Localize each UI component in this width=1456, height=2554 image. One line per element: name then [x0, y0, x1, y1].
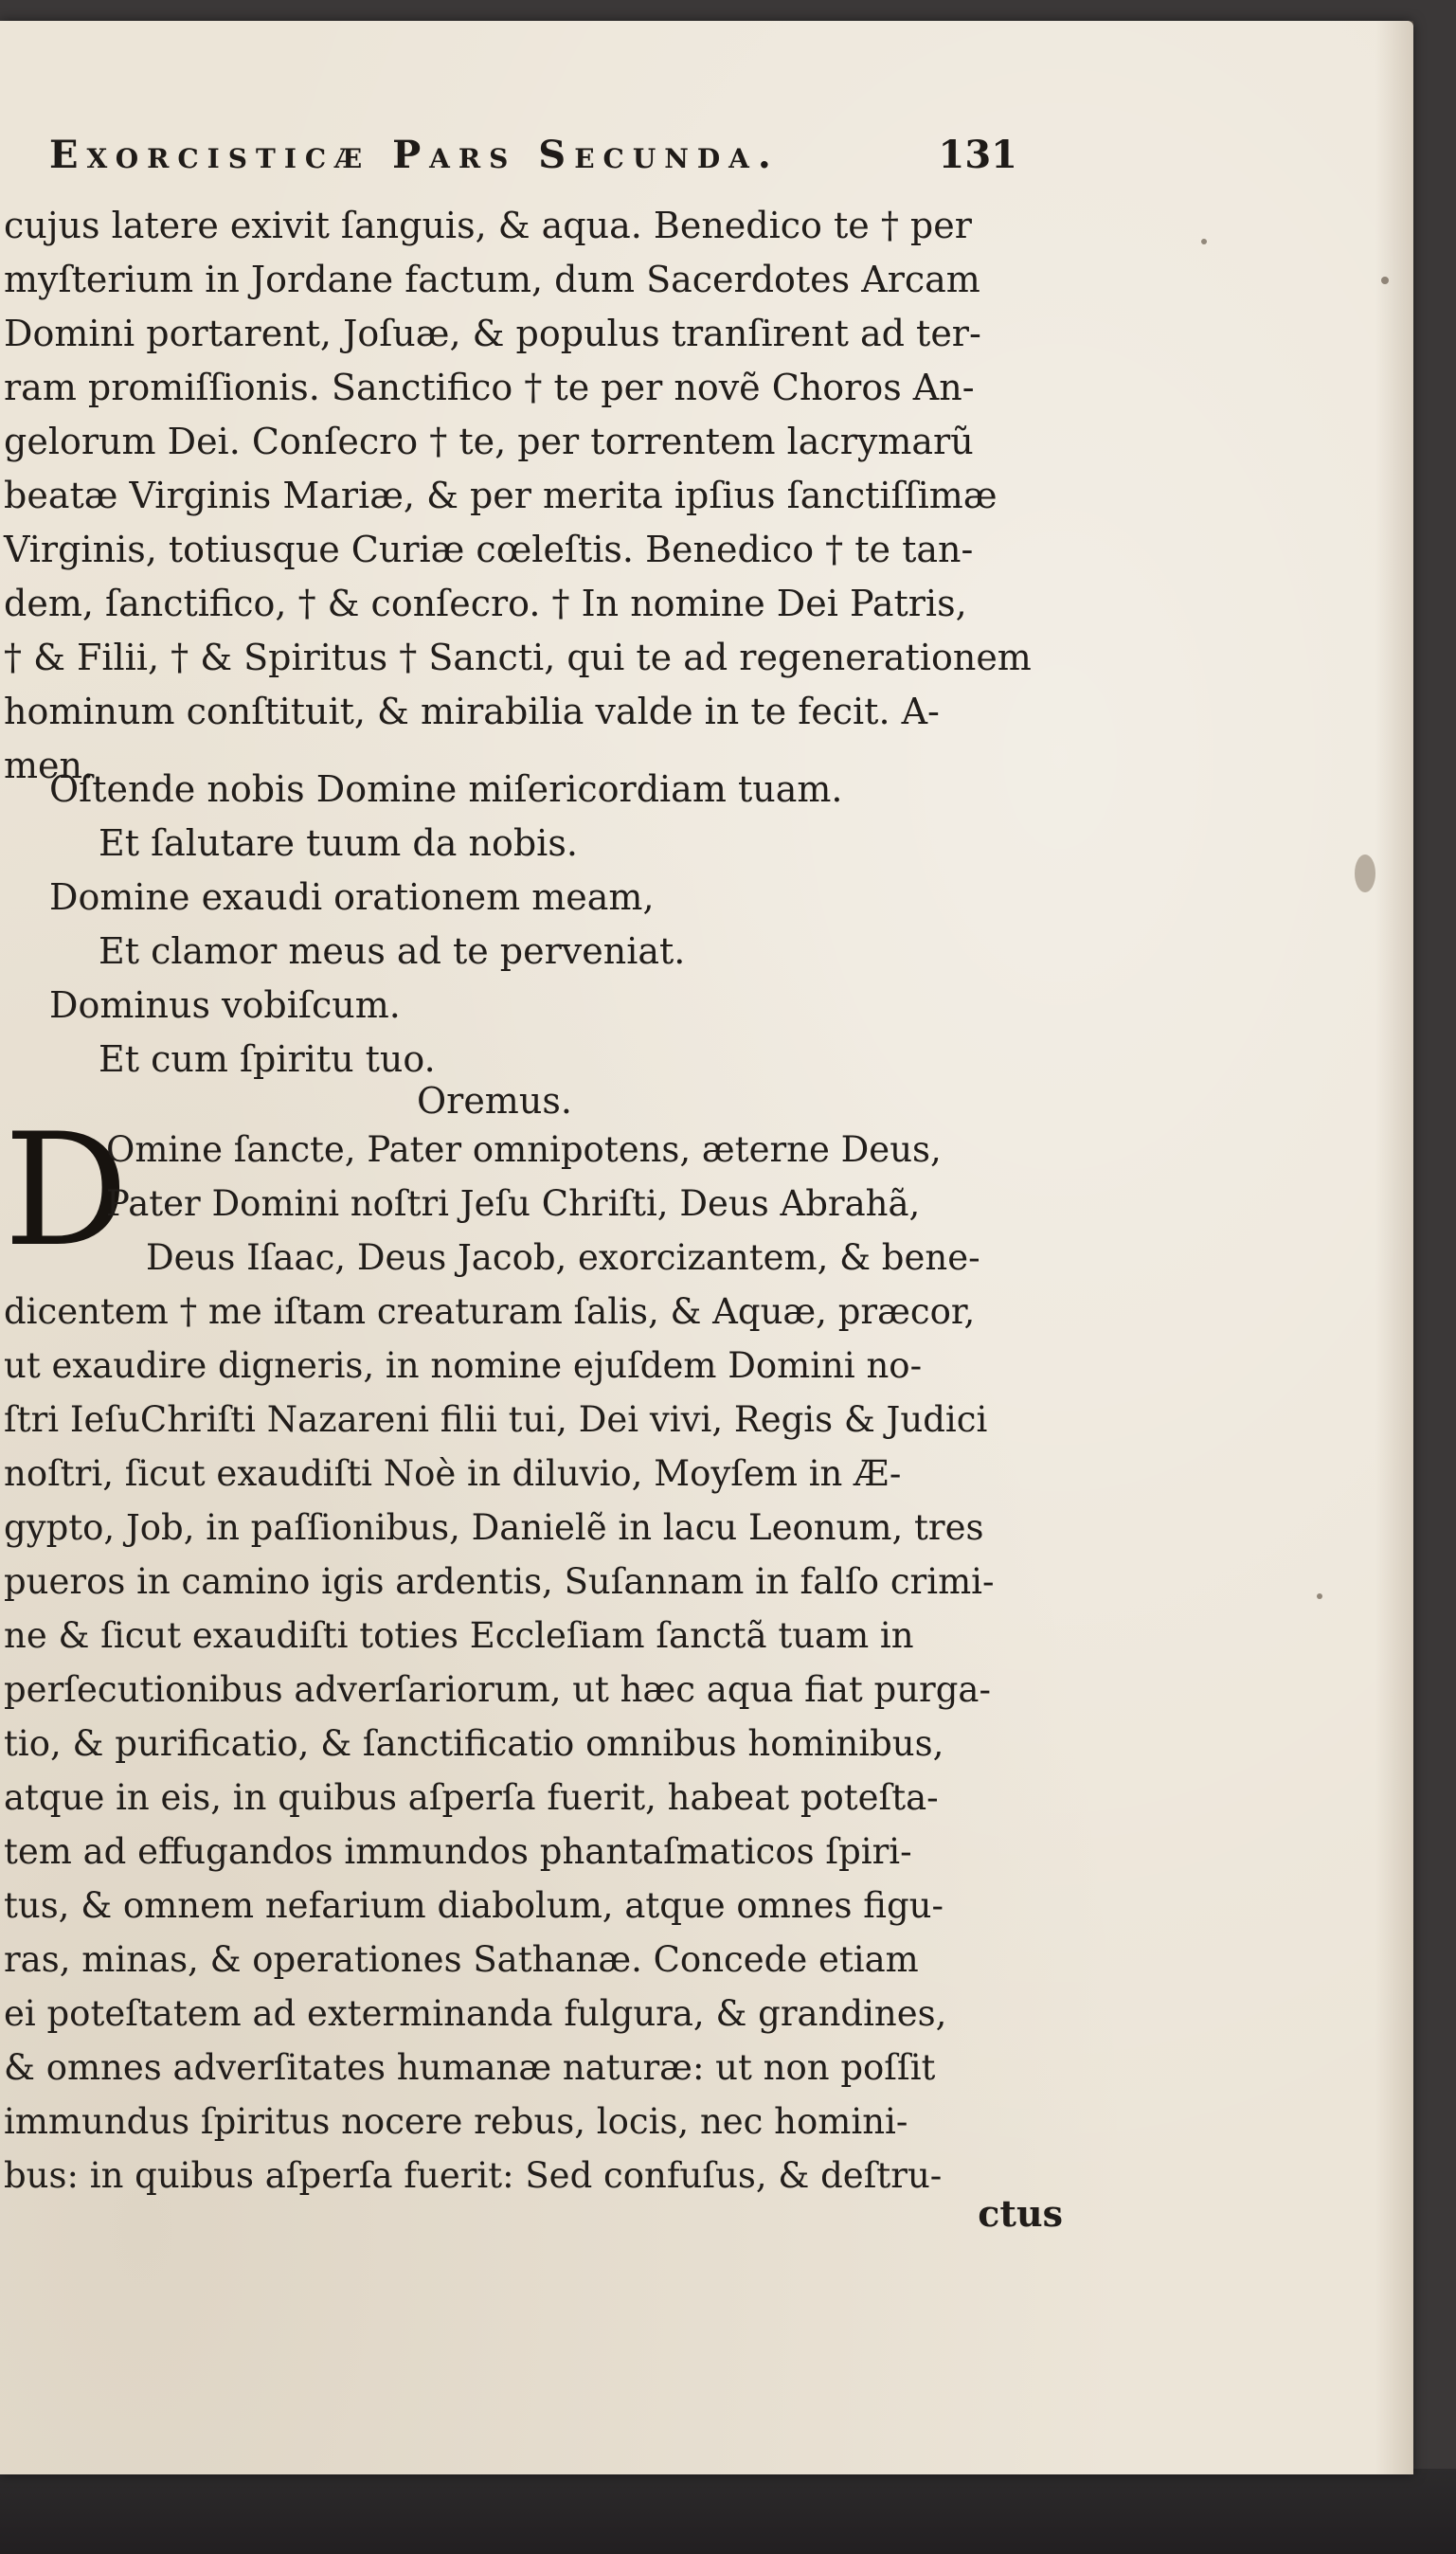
text-line: † & Filii, † & Spiritus † Sancti, qui te ad regenerationem	[4, 637, 1032, 678]
text-line: ne & ſicut exaudiſti toties Eccleſiam ſanctã tuam in	[4, 1615, 914, 1656]
text-line: atque in eis, in quibus aſperſa fuerit, habeat poteſta-	[4, 1777, 939, 1818]
text-line: beatæ Virginis Mariæ, & per merita ipſius ſanctiſſimæ	[4, 475, 998, 516]
text-line: tem ad effugandos immundos phantaſmaticos ſpiri-	[4, 1831, 912, 1872]
catchword: ctus	[978, 2192, 1063, 2235]
text-line: noſtri, ſicut exaudiſti Noè in diluvio, Moyſem in Æ-	[4, 1453, 902, 1494]
text-line: ut exaudire digneris, in nomine ejuſdem Domini no-	[4, 1345, 923, 1386]
text-line: ei poteſtatem ad exterminanda fulgura, & grandines,	[4, 1993, 947, 2034]
versicle: Dominus vobiſcum.	[49, 984, 401, 1026]
text-line: tus, & omnem nefarium diabolum, atque omnes figu-	[4, 1885, 944, 1926]
paper-speck	[1381, 277, 1389, 284]
text-line: dem, ſanctifico, † & conſecro. † In nomine Dei Patris,	[4, 583, 967, 624]
response: Et clamor meus ad te perveniat.	[99, 930, 686, 972]
text-line: Domini portarent, Joſuæ, & populus tranſirent ad ter-	[4, 313, 981, 354]
text-line: hominum conſtituit, & mirabilia valde in te fecit. A-	[4, 691, 940, 732]
text-line: gypto, Job, in paſſionibus, Danielẽ in lacu Leonum, tres	[4, 1507, 984, 1548]
text-line: Virginis, totiusque Curiæ cœleſtis. Benedico † te tan-	[4, 529, 974, 570]
text-line: dicentem † me iſtam creaturam ſalis, & Aquæ, præcor,	[4, 1291, 976, 1332]
text-line: gelorum Dei. Conſecro † te, per torrentem lacrymarũ	[4, 421, 974, 462]
paper-speck	[1201, 239, 1207, 244]
response: Et ſalutare tuum da nobis.	[99, 822, 578, 864]
paragraph-benediction	[4, 199, 1032, 793]
text-line: immundus ſpiritus nocere rebus, locis, nec homini-	[4, 2101, 908, 2142]
page-number: 131	[938, 133, 1017, 177]
dark-backdrop	[0, 2469, 1456, 2554]
response: Et cum ſpiritu tuo.	[99, 1038, 436, 1080]
drop-cap-initial: D	[4, 1100, 129, 1281]
text-line: ſtri IeſuChriſti Nazareni filii tui, Dei vivi, Regis & Judici	[4, 1399, 988, 1440]
versicles-responses	[49, 763, 997, 1087]
text-line: myſterium in Jordane factum, dum Sacerdotes Arcam	[4, 259, 980, 300]
text-line: Pater Domini noſtri Jeſu Chriſti, Deus Abrahã,	[106, 1183, 921, 1224]
text-line: Omine ſancte, Pater omnipotens, æterne Deus,	[106, 1129, 942, 1170]
running-header	[49, 127, 1017, 184]
text-line: ram promiſſionis. Sanctifico † te per novẽ Choros An-	[4, 367, 975, 408]
text-line: perſecutionibus adverſariorum, ut hæc aqua fiat purga-	[4, 1669, 991, 1710]
page-edge-shadow	[1375, 21, 1413, 2474]
text-line: ras, minas, & operationes Sathanæ. Concede etiam	[4, 1939, 919, 1980]
text-line: pueros in camino igis ardentis, Suſannam in falſo crimi-	[4, 1561, 995, 1602]
text-line: men.	[4, 745, 95, 786]
paper-stain	[1355, 854, 1375, 892]
text-line: bus: in quibus aſperſa fuerit: Sed confuſus, & deſtru-	[4, 2155, 943, 2196]
text-line: cujus latere exivit ſanguis, & aqua. Benedico te † per	[4, 205, 972, 246]
text-line: tio, & purificatio, & ſanctificatio omnibus hominibus,	[4, 1723, 944, 1764]
running-title: Exorcisticæ Pars Secunda.	[49, 133, 780, 177]
paper-speck	[1317, 1593, 1322, 1599]
text-line: Deus Iſaac, Deus Jacob, exorcizantem, & bene-	[146, 1237, 980, 1278]
versicle: Oſtende nobis Domine miſericordiam tuam.	[49, 768, 843, 810]
text-line: & omnes adverſitates humanæ naturæ: ut non poſſit	[4, 2047, 936, 2088]
oremus-heading: Oremus.	[417, 1080, 572, 1122]
versicle: Domine exaudi orationem meam,	[49, 876, 655, 918]
